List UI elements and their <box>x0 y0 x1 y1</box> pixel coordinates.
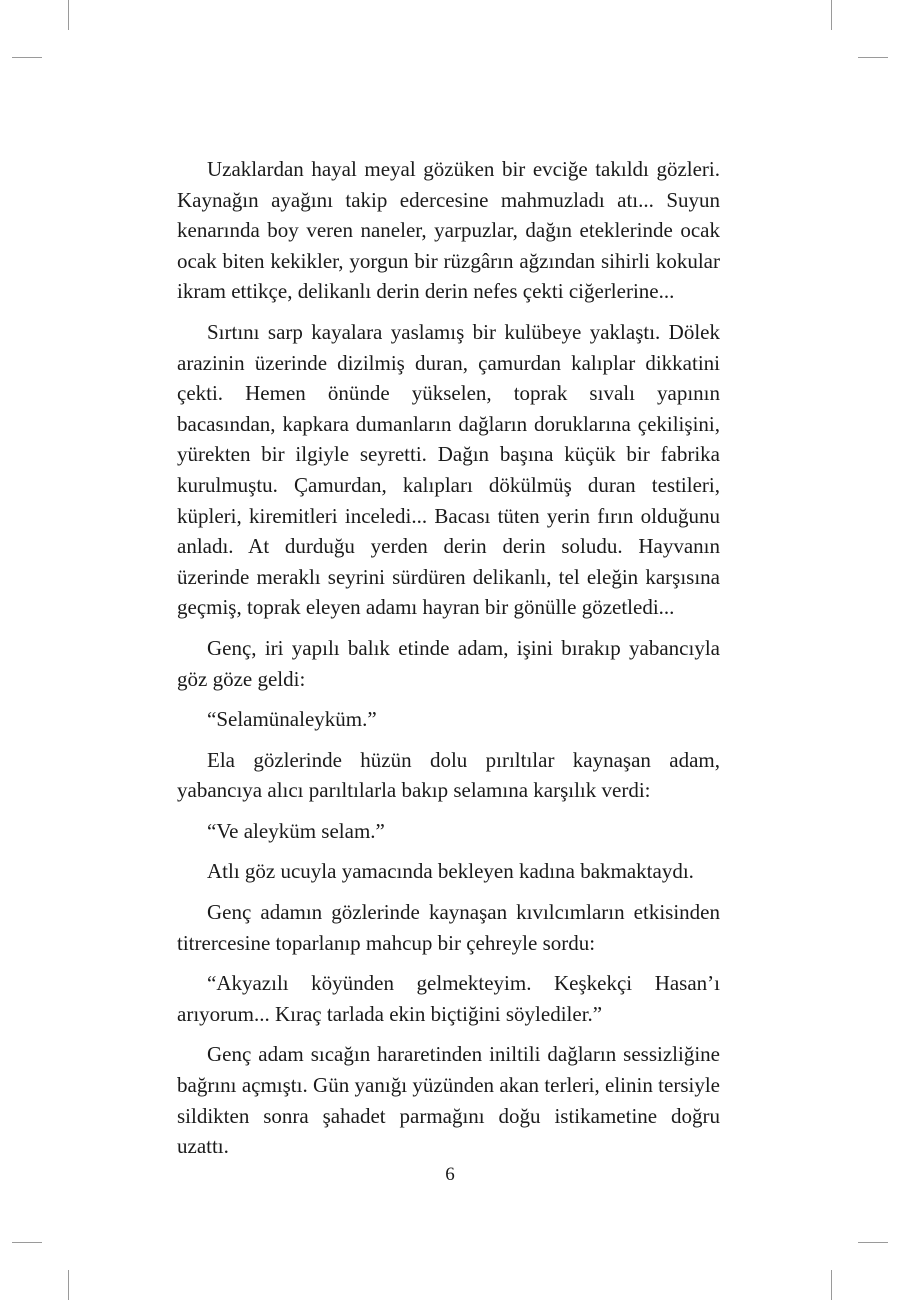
body-text <box>177 154 720 1162</box>
crop-mark-bottom-right-horizontal <box>858 1242 888 1243</box>
paragraph: Uzaklardan hayal meyal gözüken bir evciğe takıldı gözleri. Kaynağın ayağını takip edercesine mahmuzladı atı... Suyun kenarında boy veren naneler, yarpuzlar, dağın eteklerinde ocak ocak biten kekikler, yorgun bir rüzgârın ağzından sihirli kokular ikram ettikçe, delikanlı derin derin nefes çekti ciğerlerine... <box>177 157 720 304</box>
page-number: 6 <box>445 1164 455 1185</box>
crop-mark-bottom-right-vertical <box>831 1270 832 1300</box>
crop-mark-top-left-horizontal <box>12 57 42 58</box>
paragraph: Sırtını sarp kayalara yaslamış bir kulübeye yaklaştı. Dölek arazinin üzerinde dizilmiş duran, çamurdan kalıplar dikkatini çekti. Hemen önünde yükselen, toprak sıvalı yapının bacasından, kapkara dumanların dağların doruklarına çekilişini, yürekten bir ilgiyle seyretti. Dağın başına küçük bir fabrika kurulmuştu. Çamurdan, kalıpları dökülmüş duran testileri, küpleri, kiremitleri inceledi... Bacası tüten yerin fırın olduğunu anladı. At durduğu yerden derin derin soludu. Hayvanın üzerinde meraklı seyrini sürdüren delikanlı, tel eleğin karşısına geçmiş, toprak eleyen adamı hayran bir gönülle gözetledi... <box>177 319 720 620</box>
crop-mark-top-left-vertical <box>68 0 69 30</box>
paragraph: Genç adamın gözlerinde kaynaşan kıvılcımların etkisinden titrercesine toparlanıp mahcup bir çehreyle sordu: <box>177 900 720 955</box>
paragraph: Genç, iri yapılı balık etinde adam, işini bırakıp yabancıyla göz göze geldi: <box>177 635 720 691</box>
dialogue-line: “Ve aleyküm selam.” <box>207 818 385 843</box>
dialogue-line: “Akyazılı köyünden gelmekteyim. Keşkekçi Hasan’ı arıyorum... Kıraç tarlada ekin biçtiğini söylediler.” <box>177 971 720 1026</box>
crop-mark-bottom-left-vertical <box>68 1270 69 1300</box>
dialogue-line: “Selamünaleyküm.” <box>207 707 377 732</box>
crop-mark-top-right-vertical <box>831 0 832 30</box>
paragraph: Ela gözlerinde hüzün dolu pırıltılar kaynaşan adam, yabancıya alıcı parıltılarla bakıp selamına karşılık verdi: <box>177 747 720 803</box>
paragraph: Genç adam sıcağın hararetinden iniltili dağların sessizliğine bağrını açmıştı. Gün yanığı yüzünden akan terleri, elinin tersiyle sildikten sonra şahadet parmağını doğu istikametine doğru uzattı. <box>177 1042 720 1159</box>
paragraph: Atlı göz ucuyla yamacında bekleyen kadına bakmaktaydı. <box>207 859 694 884</box>
crop-mark-bottom-left-horizontal <box>12 1242 42 1243</box>
crop-mark-top-right-horizontal <box>858 57 888 58</box>
